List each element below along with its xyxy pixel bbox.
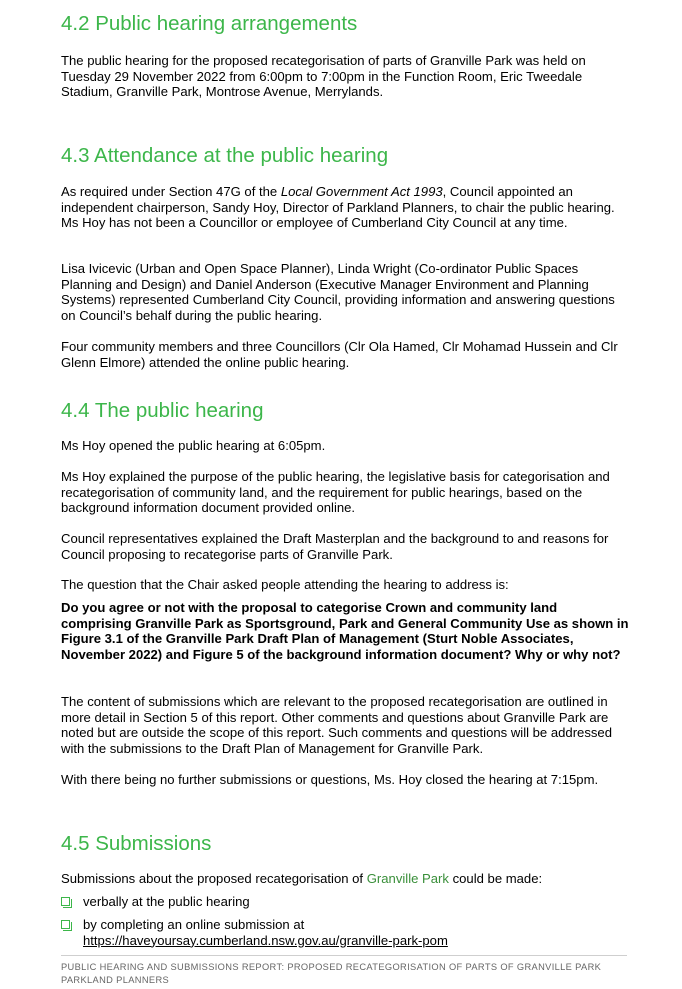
list-item-text [83, 917, 623, 948]
section-heading-4-2: 4.2 Public hearing arrangements [61, 12, 358, 35]
section-heading-4-5: 4.5 Submissions [61, 832, 212, 855]
paragraph: Four community members and three Councillors (Clr Ola Hamed, Clr Mohamad Hussein and Clr Glenn Elmore) attended the online public hearing. [61, 339, 618, 370]
checkbox-bullet-icon [61, 920, 70, 929]
park-name: Granville Park [366, 871, 449, 886]
footer-divider [61, 955, 627, 956]
paragraph: Lisa Ivicevic (Urban and Open Space Planner), Linda Wright (Co-ordinator Public Spaces Planning and Design) and Daniel Anderson (Executive Manager Environment and Planning Systems) represented Cumberland City Council, providing information and answering questions on Council’s behalf during the public hearing. [61, 261, 615, 323]
list-item [61, 894, 631, 910]
list-item-text: verbally at the public hearing [83, 894, 250, 909]
act-title: Local Government Act 1993 [280, 184, 443, 199]
section-heading-4-4: 4.4 The public hearing [61, 399, 264, 422]
paragraph [61, 184, 631, 231]
page-footer [61, 961, 601, 986]
text-run: Submissions about the proposed recategorisation of [61, 871, 367, 886]
paragraph: With there being no further submissions or questions, Ms. Hoy closed the hearing at 7:15pm. [61, 772, 599, 787]
paragraph: The content of submissions which are relevant to the proposed recategorisation are outlined in more detail in Section 5 of this report. Other comments and questions about Granville Park are noted but are outside the scope of this report. Such comments and questions will be addressed with the submissions to the Draft Plan of Management for Granville Park. [61, 694, 612, 756]
checkbox-bullet-icon [61, 897, 70, 906]
footer-report-title: PUBLIC HEARING AND SUBMISSIONS REPORT: PROPOSED RECATEGORISATION OF PARTS OF GRANVILLE PARK [61, 962, 602, 972]
paragraph: Council representatives explained the Draft Masterplan and the background to and reasons for Council proposing to recategorise parts of Granville Park. [61, 531, 609, 562]
section-heading-4-3: 4.3 Attendance at the public hearing [61, 144, 389, 167]
paragraph: Ms Hoy opened the public hearing at 6:05pm. [61, 438, 326, 453]
list-item-label: by completing an online submission at [83, 917, 305, 932]
hearing-question: Do you agree or not with the proposal to categorise Crown and community land comprising Granville Park as Sportsground, Park and General Community Use as shown in Figure 3.1 of the Granville Park Draft Plan of Management (Sturt Noble Associates, November 2022) and Figure 5 of the background information document? Why or why not? [61, 600, 629, 662]
text-run: As required under Section 47G of the [61, 184, 281, 199]
paragraph: The question that the Chair asked people attending the hearing to address is: [61, 577, 509, 592]
list-item [61, 917, 631, 949]
text-run: could be made: [448, 871, 543, 886]
submission-link[interactable]: https://haveyoursay.cumberland.nsw.gov.au/granville-park-pom [83, 932, 448, 948]
paragraph: The public hearing for the proposed recategorisation of parts of Granville Park was held on Tuesday 29 November 2022 from 6:00pm to 7:00pm in the Function Room, Eric Tweedale Stadium, Granville Park, Montrose Avenue, Merrylands. [61, 53, 586, 99]
text-run: , Council appointed an independent chairperson, Sandy Hoy, Director of Parkland Planners, to chair the public hearing. Ms Hoy has not been a Councillor or employee of Cumberland City Council at any time. [61, 184, 615, 230]
footer-organisation: PARKLAND PLANNERS [61, 974, 170, 985]
paragraph: Ms Hoy explained the purpose of the public hearing, the legislative basis for categorisation and recategorisation of community land, and the requirement for public hearings, based on the background information document provided online. [61, 469, 610, 515]
paragraph [61, 871, 631, 887]
